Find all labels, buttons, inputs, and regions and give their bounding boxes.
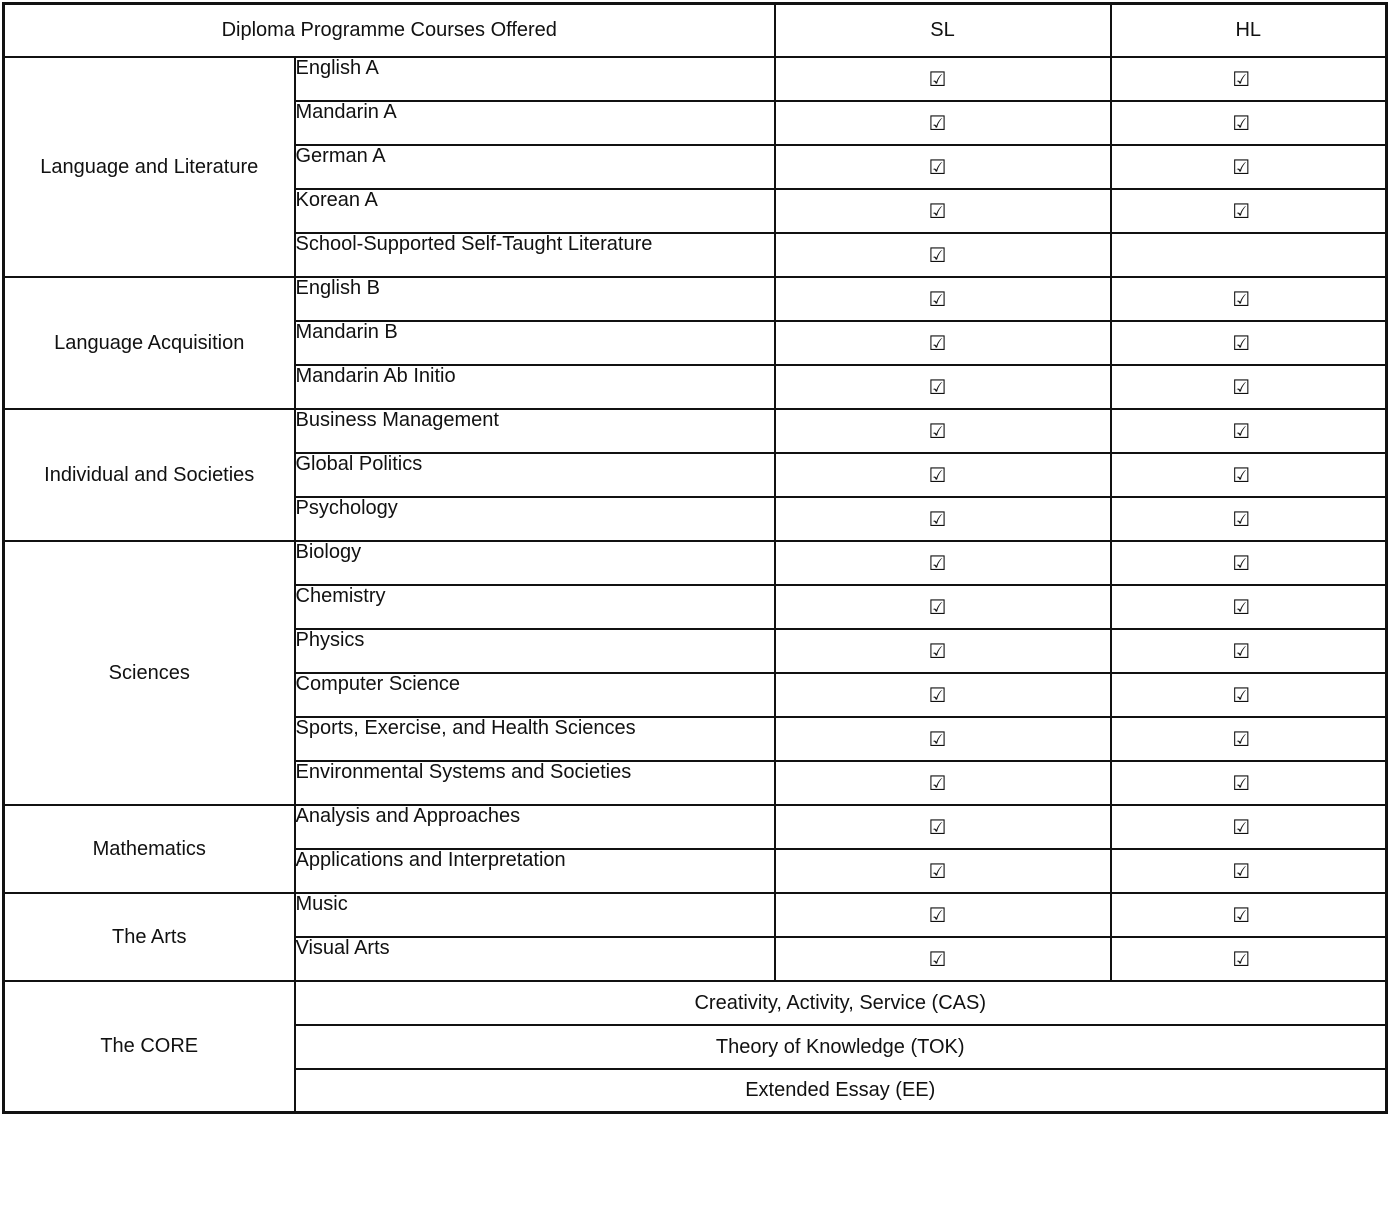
checkbox-checked-icon: ☑ (928, 242, 947, 267)
checkbox-checked-icon: ☑ (1232, 858, 1251, 883)
checkbox-checked-icon: ☑ (1232, 902, 1251, 927)
course-row (4, 805, 1387, 849)
core-item: Creativity, Activity, Service (CAS) (295, 981, 1387, 1025)
hl-check-cell (1111, 629, 1387, 673)
sl-check-cell (775, 717, 1111, 761)
sl-check-cell (775, 101, 1111, 145)
hl-check-cell (1111, 453, 1387, 497)
checkbox-checked-icon: ☑ (1232, 110, 1251, 135)
course-name: Mandarin Ab Initio (295, 365, 775, 409)
sl-check-cell (775, 937, 1111, 981)
header-hl: HL (1111, 4, 1387, 57)
hl-check-cell (1111, 849, 1387, 893)
checkbox-checked-icon: ☑ (1232, 594, 1251, 619)
course-name: Environmental Systems and Societies (295, 761, 775, 805)
sl-check-cell (775, 233, 1111, 277)
checkbox-checked-icon: ☑ (928, 110, 947, 135)
sl-check-cell (775, 189, 1111, 233)
checkbox-checked-icon: ☑ (1232, 726, 1251, 751)
subject-group: Language and Literature (4, 57, 295, 277)
hl-check-cell (1111, 189, 1387, 233)
checkbox-checked-icon: ☑ (1232, 462, 1251, 487)
subject-group: The Arts (4, 893, 295, 981)
sl-check-cell (775, 365, 1111, 409)
checkbox-checked-icon: ☑ (1232, 638, 1251, 663)
course-name: Biology (295, 541, 775, 585)
sl-check-cell (775, 321, 1111, 365)
course-name: Chemistry (295, 585, 775, 629)
checkbox-checked-icon: ☑ (928, 506, 947, 531)
sl-check-cell (775, 277, 1111, 321)
course-name: German A (295, 145, 775, 189)
header-row (4, 4, 1387, 57)
course-name: Mandarin B (295, 321, 775, 365)
checkbox-checked-icon: ☑ (928, 858, 947, 883)
hl-check-cell (1111, 585, 1387, 629)
sl-check-cell (775, 761, 1111, 805)
checkbox-checked-icon: ☑ (1232, 66, 1251, 91)
checkbox-checked-icon: ☑ (928, 550, 947, 575)
course-row (4, 57, 1387, 101)
core-group: The CORE (4, 981, 295, 1113)
checkbox-checked-icon: ☑ (1232, 506, 1251, 531)
subject-group: Mathematics (4, 805, 295, 893)
hl-check-cell (1111, 57, 1387, 101)
course-row (4, 277, 1387, 321)
sl-check-cell (775, 629, 1111, 673)
course-name: Music (295, 893, 775, 937)
sl-check-cell (775, 57, 1111, 101)
checkbox-checked-icon: ☑ (928, 814, 947, 839)
checkbox-checked-icon: ☑ (928, 154, 947, 179)
hl-check-cell (1111, 145, 1387, 189)
checkbox-checked-icon: ☑ (1232, 814, 1251, 839)
hl-check-cell (1111, 233, 1387, 277)
checkbox-checked-icon: ☑ (928, 418, 947, 443)
course-name: Computer Science (295, 673, 775, 717)
subject-group: Sciences (4, 541, 295, 805)
course-name: Korean A (295, 189, 775, 233)
hl-check-cell (1111, 365, 1387, 409)
hl-check-cell (1111, 937, 1387, 981)
checkbox-checked-icon: ☑ (928, 198, 947, 223)
checkbox-checked-icon: ☑ (928, 330, 947, 355)
checkbox-checked-icon: ☑ (928, 902, 947, 927)
course-name: Sports, Exercise, and Health Sciences (295, 717, 775, 761)
course-name: Applications and Interpretation (295, 849, 775, 893)
course-name: Psychology (295, 497, 775, 541)
course-name: English B (295, 277, 775, 321)
course-name: Mandarin A (295, 101, 775, 145)
checkbox-checked-icon: ☑ (1232, 198, 1251, 223)
checkbox-checked-icon: ☑ (928, 374, 947, 399)
checkbox-checked-icon: ☑ (928, 638, 947, 663)
course-row (4, 409, 1387, 453)
sl-check-cell (775, 541, 1111, 585)
hl-check-cell (1111, 321, 1387, 365)
hl-check-cell (1111, 409, 1387, 453)
header-title: Diploma Programme Courses Offered (4, 4, 775, 57)
course-name: School-Supported Self-Taught Literature (295, 233, 775, 277)
checkbox-checked-icon: ☑ (1232, 286, 1251, 311)
subject-group: Individual and Societies (4, 409, 295, 541)
hl-check-cell (1111, 805, 1387, 849)
core-item: Theory of Knowledge (TOK) (295, 1025, 1387, 1069)
course-row (4, 541, 1387, 585)
header-sl: SL (775, 4, 1111, 57)
checkbox-checked-icon: ☑ (1232, 946, 1251, 971)
hl-check-cell (1111, 497, 1387, 541)
hl-check-cell (1111, 277, 1387, 321)
sl-check-cell (775, 497, 1111, 541)
checkbox-checked-icon: ☑ (928, 286, 947, 311)
checkbox-checked-icon: ☑ (928, 594, 947, 619)
sl-check-cell (775, 849, 1111, 893)
checkbox-checked-icon: ☑ (928, 770, 947, 795)
checkbox-checked-icon: ☑ (1232, 374, 1251, 399)
checkbox-checked-icon: ☑ (1232, 154, 1251, 179)
hl-check-cell (1111, 717, 1387, 761)
checkbox-checked-icon: ☑ (928, 66, 947, 91)
sl-check-cell (775, 145, 1111, 189)
hl-check-cell (1111, 673, 1387, 717)
sl-check-cell (775, 673, 1111, 717)
sl-check-cell (775, 453, 1111, 497)
course-name: Physics (295, 629, 775, 673)
course-name: Business Management (295, 409, 775, 453)
checkbox-checked-icon: ☑ (928, 946, 947, 971)
course-row (4, 893, 1387, 937)
sl-check-cell (775, 409, 1111, 453)
hl-check-cell (1111, 893, 1387, 937)
sl-check-cell (775, 893, 1111, 937)
courses-table (2, 2, 1388, 1114)
checkbox-checked-icon: ☑ (1232, 770, 1251, 795)
hl-check-cell (1111, 101, 1387, 145)
table-body (4, 57, 1387, 1113)
hl-check-cell (1111, 761, 1387, 805)
course-name: Visual Arts (295, 937, 775, 981)
checkbox-checked-icon: ☑ (1232, 330, 1251, 355)
core-item: Extended Essay (EE) (295, 1069, 1387, 1113)
checkbox-checked-icon: ☑ (1232, 418, 1251, 443)
checkbox-checked-icon: ☑ (928, 726, 947, 751)
subject-group: Language Acquisition (4, 277, 295, 409)
checkbox-checked-icon: ☑ (1232, 550, 1251, 575)
sl-check-cell (775, 805, 1111, 849)
hl-check-cell (1111, 541, 1387, 585)
checkbox-checked-icon: ☑ (1232, 682, 1251, 707)
checkbox-checked-icon: ☑ (928, 462, 947, 487)
sl-check-cell (775, 585, 1111, 629)
core-row (4, 981, 1387, 1025)
course-name: English A (295, 57, 775, 101)
course-name: Global Politics (295, 453, 775, 497)
checkbox-checked-icon: ☑ (928, 682, 947, 707)
course-name: Analysis and Approaches (295, 805, 775, 849)
